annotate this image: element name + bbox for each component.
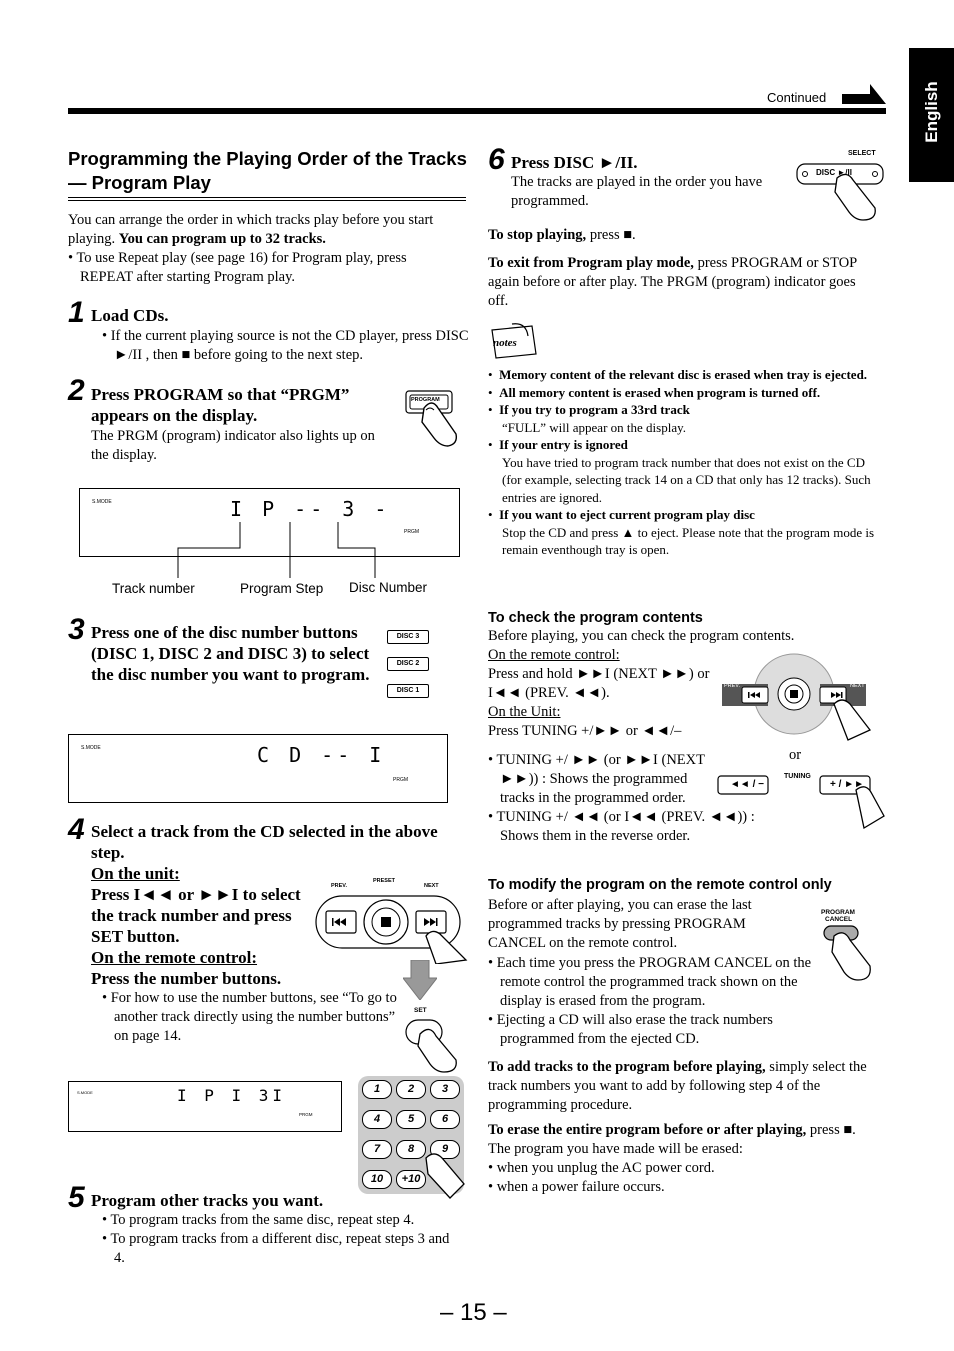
display-3	[68, 1081, 342, 1132]
notes-label: notes	[493, 337, 517, 349]
key-1: 1	[362, 1080, 392, 1099]
key-8: 8	[396, 1140, 426, 1159]
unit-prev-next-icon	[312, 876, 470, 964]
erased-intro: The program you have made will be erased:	[488, 1141, 743, 1157]
down-arrow-icon	[403, 960, 437, 1000]
language-tab	[909, 48, 954, 182]
display-1-smode: S.MODE	[92, 499, 112, 505]
step-4-bullet: • For how to use the number buttons, see “To go to another track directly using the number buttons” on page 14.	[102, 990, 397, 1044]
modify-bullet-2: • Ejecting a CD will also erase the track numbers programmed from the ejected CD.	[488, 1012, 773, 1047]
display-2-smode: S.MODE	[81, 745, 101, 751]
stop-playing-bold: To stop playing,	[488, 227, 587, 243]
modify-title: To modify the program on the remote control only	[488, 877, 832, 893]
step-1-number: 1	[68, 296, 85, 329]
step-4-heading-text: Select a track from the CD selected in the above step.	[91, 822, 438, 862]
disc-2-label: DISC 2	[396, 660, 420, 667]
key-6: 6	[430, 1110, 460, 1129]
exit-program-text: press PROGRAM or STOP again before or after play. The PRGM (program) indicator goes off.	[488, 255, 857, 309]
display-1-callouts	[170, 520, 380, 580]
intro-bullet: • To use Repeat play (see page 16) for Program play, press REPEAT after starting Program play.	[68, 250, 407, 285]
step-5-bullet-2-text: To program tracks from a different disc, repeat steps 3 and 4.	[110, 1231, 450, 1266]
step-4-unit-action: Press I◄◄ or ►►I to select the track number and press SET button.	[91, 885, 301, 946]
erased-bullet-2-text: when a power failure occurs.	[496, 1179, 665, 1195]
key-4: 4	[362, 1110, 392, 1129]
check-bullet-2-text: TUNING +/ ◄◄ (or I◄◄ (PREV. ◄◄)) : Shows them in the reverse order.	[496, 809, 755, 844]
note-1-bold: Memory content of the relevant disc is erased when tray is ejected.	[499, 367, 868, 382]
check-bullet-1: • TUNING +/ ►► (or ►►I (NEXT ►►)) : Shows the programmed tracks in the programmed order.	[488, 752, 705, 806]
select-label: SELECT	[848, 150, 876, 157]
top-rule	[68, 108, 886, 114]
stop-playing	[488, 226, 883, 245]
disc-2-button	[387, 657, 429, 671]
stop-playing-text: press ■.	[586, 227, 636, 243]
step-1-heading: Load CDs.	[91, 306, 169, 325]
check-remote-text: Press and hold ►►I (NEXT ►►) or I◄◄ (PREV. ◄◄).	[488, 666, 710, 701]
key-5: 5	[396, 1110, 426, 1129]
key-9: 9	[430, 1140, 460, 1159]
add-tracks	[488, 1058, 886, 1115]
step-6-heading: Press DISC ►/II.	[511, 153, 638, 172]
note-item: • If you want to eject current program play disc Stop the CD and press ▲ to eject. Please note that the program mode is remain eventhough tray is open.	[488, 507, 875, 557]
note-item: • All memory content is erased when program is turned off.	[488, 384, 821, 400]
unit-prev-label: PREV.	[331, 883, 348, 889]
key-plus-10: +10	[396, 1170, 426, 1189]
remote-prev-next-icon	[720, 652, 872, 742]
note-item: • If you try to program a 33rd track “FULL” will appear on the display.	[488, 402, 690, 435]
note-4-bold: If your entry is ignored	[499, 437, 628, 452]
step-4-number: 4	[68, 813, 85, 846]
step-4-on-remote: On the remote control:	[91, 948, 258, 967]
note-4-text: You have tried to program track number that does not exist on the CD (for example, selecting track 14 on a CD that only has 12 tracks). Such entries are ignored.	[502, 454, 871, 505]
step-6-number: 6	[488, 143, 505, 176]
unit-next-label: NEXT	[424, 883, 439, 889]
erase-program-text: press ■.	[806, 1122, 856, 1138]
display-2-prgm: PRGM	[393, 777, 408, 783]
remote-prev-label: PREV.	[724, 683, 741, 689]
disc-play-label: DISC ►/II	[816, 168, 852, 177]
unit-preset-label: PRESET	[373, 878, 396, 884]
program-button-label: PROGRAM	[411, 397, 440, 403]
add-tracks-text: simply select the track numbers you want to add by following step 4 of the programming procedure.	[488, 1059, 867, 1113]
label-disc-number: Disc Number	[349, 580, 428, 595]
display-2	[68, 734, 448, 803]
exit-program-bold: To exit from Program play mode,	[488, 255, 694, 271]
label-track-number: Track number	[112, 581, 195, 596]
notes-list	[488, 366, 883, 559]
check-remote-label: On the remote control:	[488, 647, 620, 663]
check-bullets	[488, 751, 768, 846]
check-bullet-2: • TUNING +/ ◄◄ (or I◄◄ (PREV. ◄◄)) : Shows them in the reverse order.	[488, 809, 755, 844]
step-2-text: The PRGM (program) indicator also lights up on the display.	[91, 428, 375, 463]
program-cancel-button-icon	[818, 922, 878, 984]
intro-bullet-text: To use Repeat play (see page 16) for Program play, press REPEAT after starting Program play.	[76, 250, 407, 285]
exit-program	[488, 254, 868, 311]
note-3-text: “FULL” will appear on the display.	[502, 419, 686, 435]
note-item: • If your entry is ignored You have tried to program track number that does not exist on the CD (for example, selecting track 14 on a CD that only has 12 tracks). Such entries are ignored.	[488, 437, 871, 505]
continued-arrow-icon	[842, 82, 888, 106]
modify-bullets	[488, 954, 828, 1049]
step-2-heading: Press PROGRAM so that “PRGM” appears on the display.	[91, 385, 350, 425]
intro-bold: You can program up to 32 tracks.	[118, 231, 326, 247]
note-5-text: Stop the CD and press ▲ to eject. Please note that the program mode is remain eventhough tray is open.	[502, 524, 875, 557]
step-5-bullet-1: • To program tracks from the same disc, repeat step 4.	[102, 1212, 415, 1228]
check-intro: Before playing, you can check the program contents.	[488, 628, 795, 644]
display-1-prgm: PRGM	[404, 529, 419, 535]
modify-bullet-1-text: Each time you press the PROGRAM CANCEL on the remote control the programmed track shown on the display is erased from the program.	[496, 955, 812, 1009]
step-5-bullet-1-text: To program tracks from the same disc, repeat step 4.	[110, 1212, 415, 1228]
display-1-content: I P -- 3 -	[230, 497, 391, 521]
program-cancel-label-2: CANCEL	[825, 916, 853, 923]
check-unit-text: Press TUNING +/►► or ◄◄/–	[488, 723, 682, 739]
disc-3-label: DISC 3	[396, 633, 420, 640]
display-3-prgm: PRGM	[299, 1112, 313, 1117]
section-title: Programming the Playing Order of the Tracks — Program Play	[68, 148, 467, 193]
title-rule	[68, 197, 466, 201]
language-tab-label: English	[922, 81, 941, 143]
step-4-remote-action: Press the number buttons.	[91, 969, 282, 988]
step-2-number: 2	[68, 374, 85, 407]
step-5-bullet-2: • To program tracks from a different disc, repeat steps 3 and 4.	[102, 1231, 450, 1266]
key-10: 10	[362, 1170, 392, 1189]
step-3-heading: Press one of the disc number buttons (DISC 1, DISC 2 and DISC 3) to select the disc number you want to program.	[91, 623, 370, 684]
key-7: 7	[362, 1140, 392, 1159]
keypad-finger-icon	[420, 1150, 468, 1200]
step-5-number: 5	[68, 1181, 85, 1214]
set-label: SET	[414, 1007, 427, 1014]
note-3-bold: If you try to program a 33rd track	[499, 402, 690, 417]
step-6-text: The tracks are played in the order you have programmed.	[511, 174, 763, 209]
note-2-bold: All memory content is erased when program is turned off.	[499, 384, 821, 400]
key-2: 2	[396, 1080, 426, 1099]
note-item: • Memory content of the relevant disc is erased when tray is ejected.	[488, 367, 868, 382]
disc-1-label: DISC 1	[396, 687, 420, 694]
step-3-number: 3	[68, 613, 85, 646]
modify-intro: Before or after playing, you can erase the last programmed tracks by pressing PROGRAM CANCEL on the remote control.	[488, 897, 752, 951]
program-cancel-label-1: PROGRAM	[821, 909, 855, 916]
erase-program	[488, 1121, 886, 1197]
check-unit-label: On the Unit:	[488, 704, 561, 720]
note-5-bold: If you want to eject current program play disc	[499, 507, 755, 522]
step-4-on-unit: On the unit:	[91, 864, 180, 883]
tuning-label: TUNING	[784, 773, 811, 780]
intro	[68, 211, 460, 287]
erased-bullet-2: • when a power failure occurs.	[488, 1179, 665, 1195]
erase-program-bold: To erase the entire program before or after playing,	[488, 1122, 807, 1138]
page-number: – 15 –	[440, 1299, 507, 1326]
key-3: 3	[430, 1080, 460, 1099]
check-title: To check the program contents	[488, 610, 703, 626]
step-5-heading: Program other tracks you want.	[91, 1191, 324, 1210]
continued-label: Continued	[767, 90, 827, 105]
display-3-smode: S.MODE	[77, 1090, 93, 1095]
erased-bullet-1: • when you unplug the AC power cord.	[488, 1160, 715, 1176]
modify-bullet-2-text: Ejecting a CD will also erase the track numbers programmed from the ejected CD.	[496, 1012, 773, 1047]
disc-1-button	[387, 684, 429, 698]
erased-bullet-1-text: when you unplug the AC power cord.	[496, 1160, 715, 1176]
add-tracks-bold: To add tracks to the program before playing,	[488, 1059, 766, 1075]
display-3-content: I P I 3I	[177, 1086, 287, 1105]
modify-bullet-1: • Each time you press the PROGRAM CANCEL on the remote control the programmed track shown on the display is erased from the program.	[488, 955, 812, 1009]
tuning-minus-label: ◄◄ / −	[730, 779, 764, 790]
step-4-bullet-text: For how to use the number buttons, see “To go to another track directly using the number buttons” on page 14.	[110, 990, 397, 1044]
or-label: or	[789, 747, 802, 763]
step-5-bullets	[102, 1211, 462, 1268]
set-button-icon	[398, 1004, 464, 1074]
tuning-plus-label: + / ►►	[830, 779, 864, 790]
step-1-bullet: • If the current playing source is not the CD player, press DISC ►/II , then ■ before going to the next step.	[102, 328, 469, 363]
disc-3-button	[387, 630, 429, 644]
intro-text: You can arrange the order in which tracks play before you start playing.	[68, 212, 434, 247]
remote-next-label: NEXT	[850, 683, 865, 689]
check-bullet-1-text: TUNING +/ ►► (or ►►I (NEXT ►►)) : Shows the programmed tracks in the programmed order.	[496, 752, 705, 806]
display-2-content: C D -- I	[257, 743, 386, 767]
step-1-bullet-text: If the current playing source is not the CD player, press DISC ►/II , then ■ before going to the next step.	[110, 328, 469, 363]
label-program-step: Program Step	[240, 581, 324, 596]
